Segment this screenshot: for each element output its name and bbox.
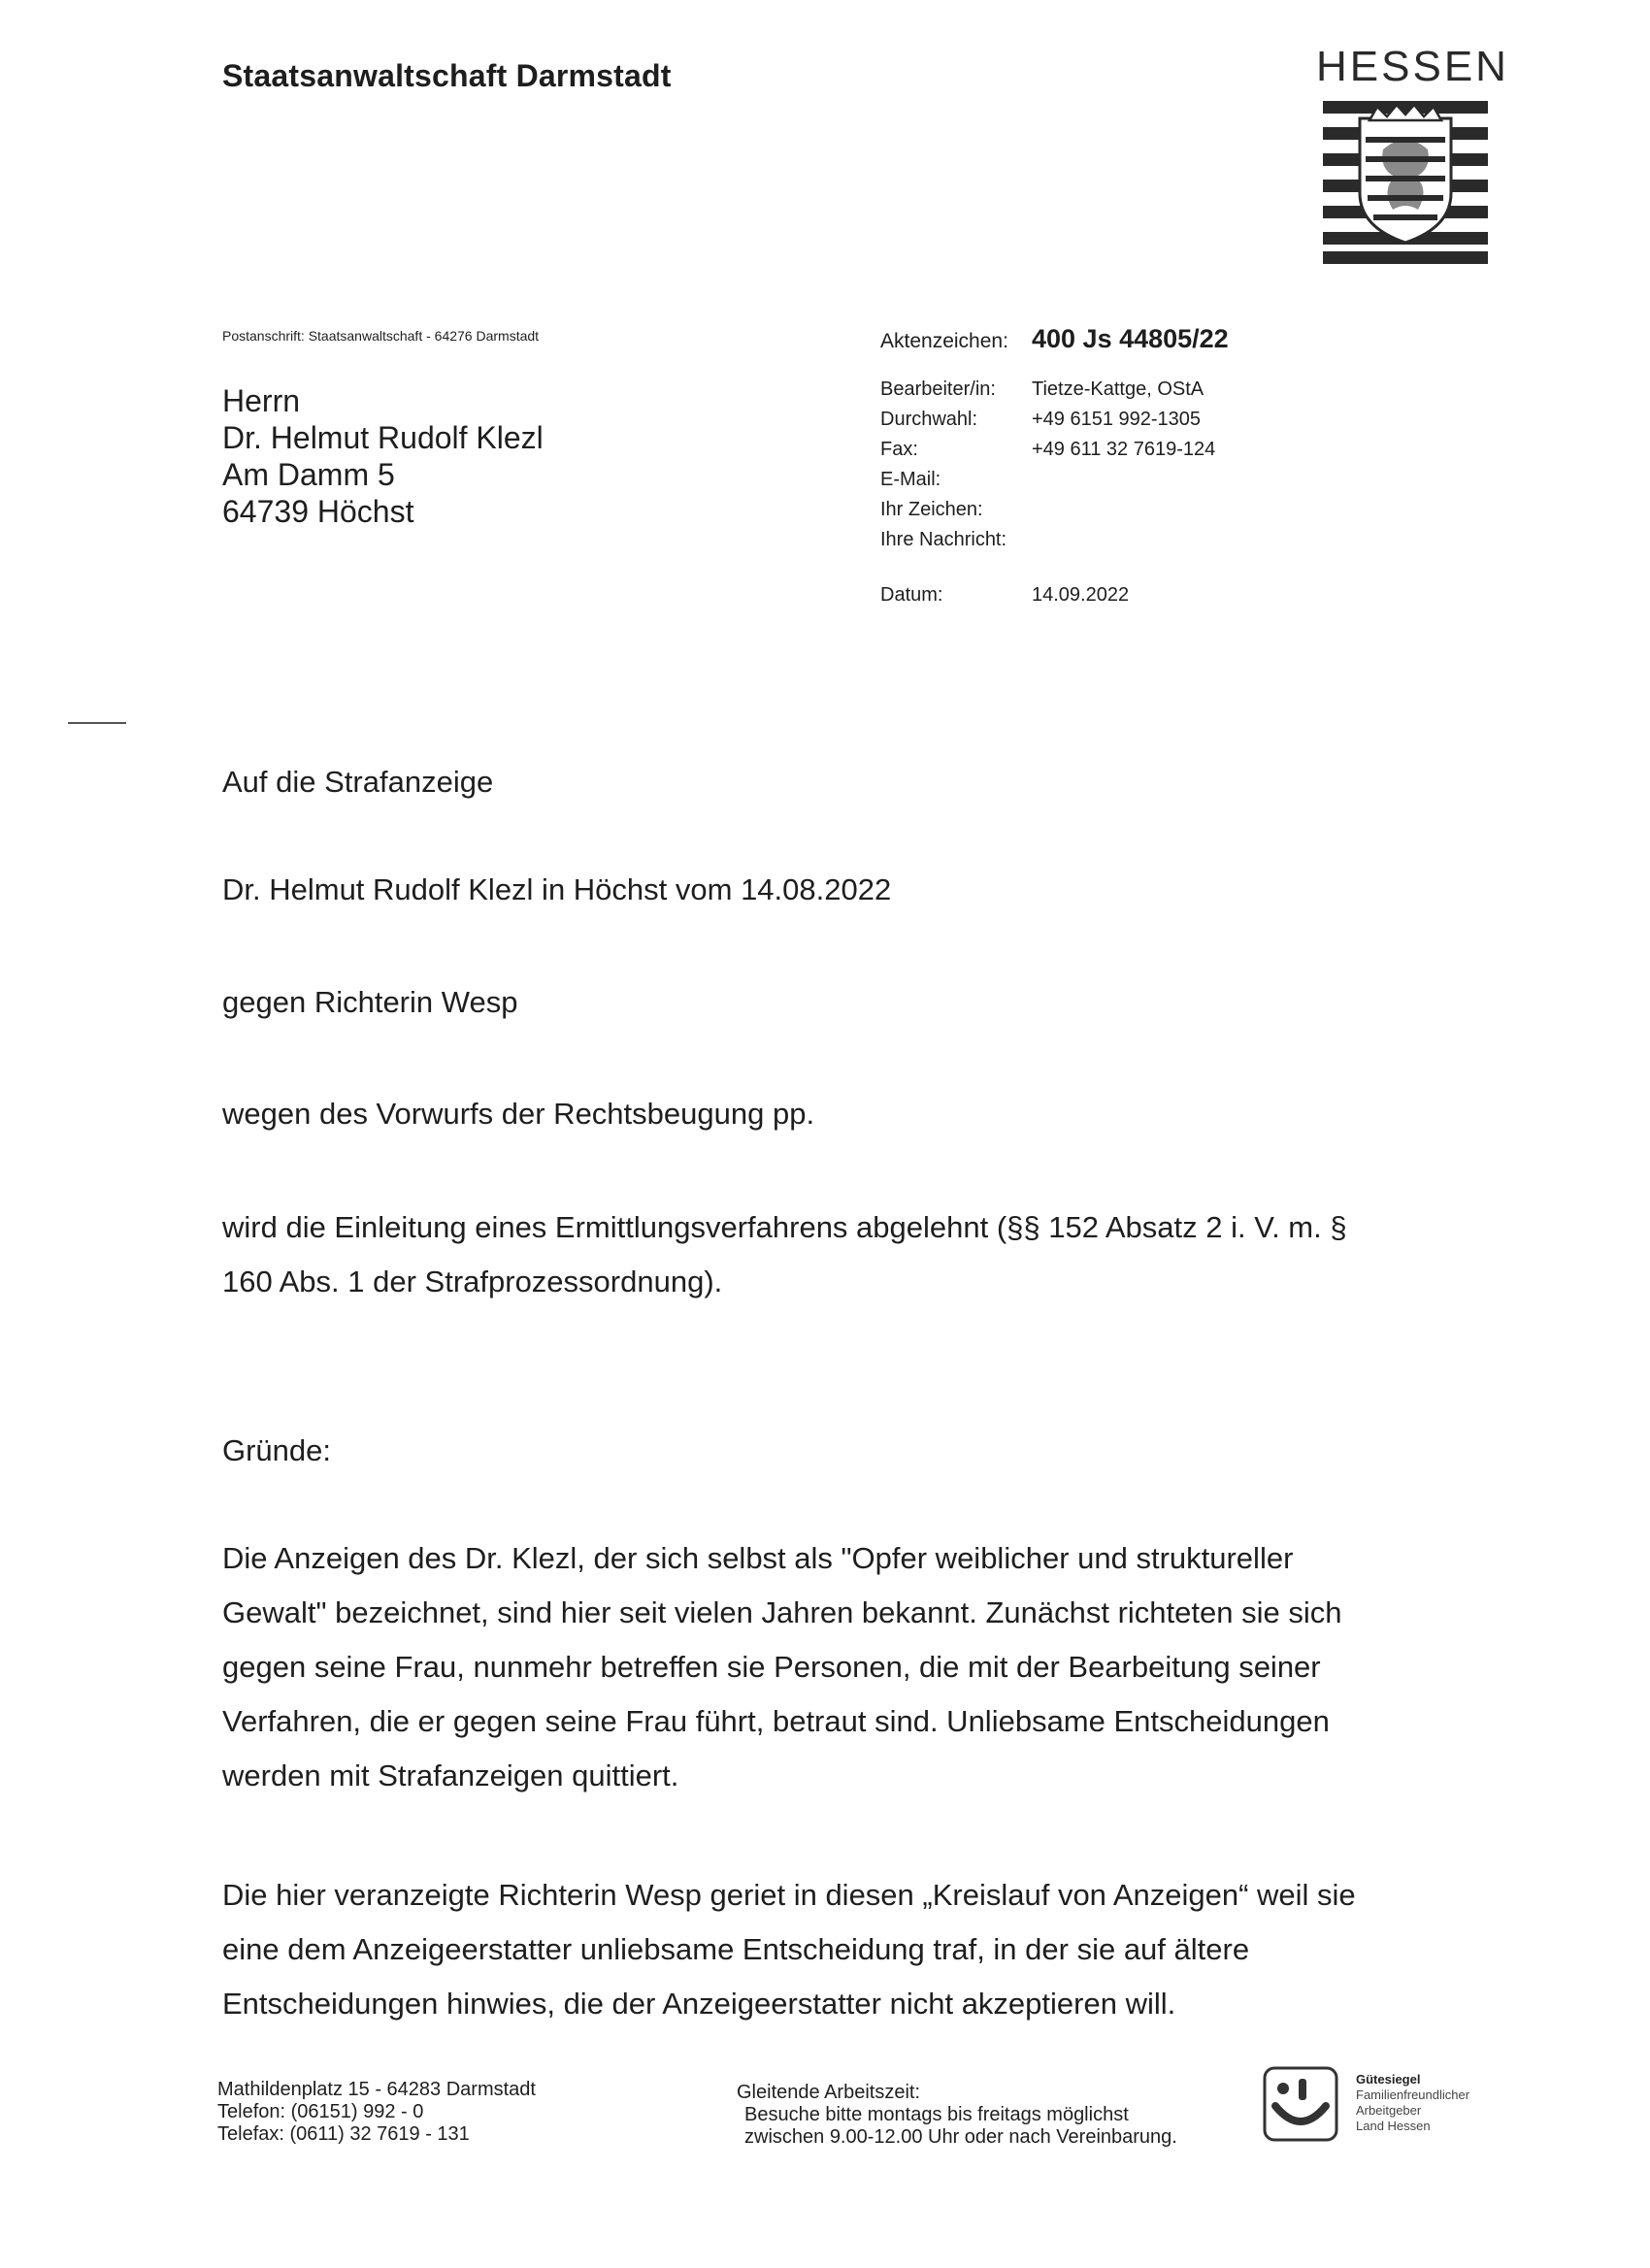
reasons-heading: Gründe: xyxy=(222,1433,332,1467)
datum-label: Datum: xyxy=(880,584,943,606)
footer-office-hours xyxy=(737,2082,1177,2149)
info-label: E-Mail: xyxy=(880,469,941,490)
hessen-coat-of-arms-icon xyxy=(1323,101,1488,264)
hessen-logo-text: HESSEN xyxy=(1316,43,1509,90)
body-paragraph-charge: wegen des Vorwurfs der Rechtsbeugung pp. xyxy=(222,1097,815,1131)
info-label: Durchwahl: xyxy=(880,409,978,430)
footer-fax: Telefax: (0611) 32 7619 - 131 xyxy=(217,2123,470,2145)
seal-line: Arbeitgeber xyxy=(1356,2103,1422,2118)
info-label: Ihre Nachricht: xyxy=(880,529,1007,550)
text-line: Entscheidungen hinwies, die der Anzeigeerstatter nicht akzeptieren will. xyxy=(222,1987,1176,2021)
footer-phone: Telefon: (06151) 992 - 0 xyxy=(217,2101,424,2122)
seal-line: Familienfreundlicher xyxy=(1356,2087,1470,2102)
aktenzeichen-label: Aktenzeichen: xyxy=(880,330,1008,352)
decision-line: wird die Einleitung eines Ermittlungsverfahrens abgelehnt (§§ 152 Absatz 2 i. V. m. § xyxy=(222,1210,1347,1244)
info-label: Ihr Zeichen: xyxy=(880,499,983,520)
info-label: Fax: xyxy=(880,439,918,460)
family-friendly-seal-icon xyxy=(1262,2065,1339,2143)
authority-name: Staatsanwaltschaft Darmstadt xyxy=(222,58,672,93)
text-line: Verfahren, die er gegen seine Frau führt, betraut sind. Unliebsame Entscheidungen xyxy=(222,1704,1330,1738)
recipient-address xyxy=(222,382,544,530)
office-hours-title: Gleitende Arbeitszeit: xyxy=(737,2082,920,2103)
info-label: Bearbeiter/in: xyxy=(880,378,996,400)
text-line: werden mit Strafanzeigen quittiert. xyxy=(222,1759,679,1792)
body-paragraph-decision xyxy=(222,1200,1484,1309)
body-paragraph-reasons-2 xyxy=(222,1868,1484,2031)
info-value: Tietze-Kattge, OStA xyxy=(1032,378,1204,400)
text-line: gegen seine Frau, nunmehr betreffen sie Personen, die mit der Bearbeitung seiner xyxy=(222,1650,1321,1684)
postal-address-line: Postanschrift: Staatsanwaltschaft - 64276 Darmstadt xyxy=(222,328,540,344)
seal-line: Land Hessen xyxy=(1356,2119,1431,2133)
text-line: Die Anzeigen des Dr. Klezl, der sich selbst als "Opfer weiblicher und struktureller xyxy=(222,1541,1294,1575)
office-hours-line: zwischen 9.00-12.00 Uhr oder nach Vereinbarung. xyxy=(744,2126,1177,2148)
body-paragraph-accused: gegen Richterin Wesp xyxy=(222,985,518,1019)
decision-line: 160 Abs. 1 der Strafprozessordnung). xyxy=(222,1265,723,1298)
recipient-city: 64739 Höchst xyxy=(222,494,414,529)
recipient-street: Am Damm 5 xyxy=(222,457,395,492)
fold-mark xyxy=(68,722,126,724)
datum-value: 14.09.2022 xyxy=(1032,584,1130,606)
seal-caption xyxy=(1356,2072,1469,2134)
info-value: +49 6151 992-1305 xyxy=(1032,409,1202,430)
text-line: Die hier veranzeigte Richterin Wesp geriet in diesen „Kreislauf von Anzeigen“ weil sie xyxy=(222,1878,1356,1912)
info-value: +49 611 32 7619-124 xyxy=(1032,439,1216,460)
text-line: eine dem Anzeigeerstatter unliebsame Entscheidung traf, in der sie auf ältere xyxy=(222,1932,1250,1966)
body-paragraph-reasons-1 xyxy=(222,1531,1484,1803)
recipient-name: Dr. Helmut Rudolf Klezl xyxy=(222,420,544,455)
aktenzeichen-value: 400 Js 44805/22 xyxy=(1032,324,1229,353)
recipient-salutation: Herrn xyxy=(222,383,301,418)
body-paragraph-complainant: Dr. Helmut Rudolf Klezl in Höchst vom 14.08.2022 xyxy=(222,872,892,906)
footer-contact xyxy=(217,2079,536,2146)
seal-line: Gütesiegel xyxy=(1356,2072,1421,2087)
text-line: Gewalt" bezeichnet, sind hier seit vielen Jahren bekannt. Zunächst richteten sie sich xyxy=(222,1595,1342,1629)
body-paragraph-intro: Auf die Strafanzeige xyxy=(222,765,494,799)
office-hours-line: Besuche bitte montags bis freitags möglichst xyxy=(744,2104,1129,2125)
footer-address: Mathildenplatz 15 - 64283 Darmstadt xyxy=(217,2079,536,2100)
